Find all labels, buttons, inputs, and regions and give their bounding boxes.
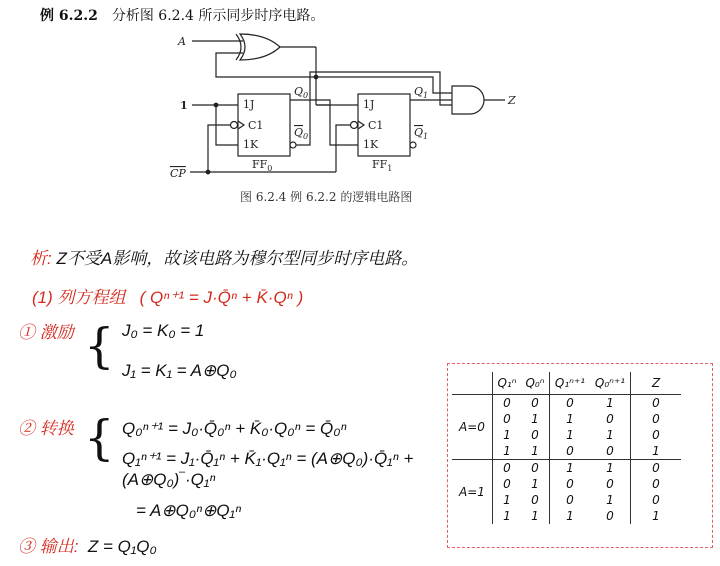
table-cell: 0 — [493, 460, 522, 477]
problem-text: 分析图 6.2.4 所示同步时序电路。 — [111, 8, 325, 24]
transition-eq-3: = A⊕Q₀ⁿ⊕Q₁ⁿ — [136, 501, 242, 520]
table-cell: 1 — [550, 460, 591, 477]
output-z-label: Z — [508, 94, 516, 107]
table-cell: 1 — [550, 411, 591, 427]
table-cell: 1 — [631, 443, 682, 460]
excitation-brace: { — [84, 318, 115, 374]
table-cell: 1 — [590, 460, 631, 477]
table-cell: 1 — [493, 443, 522, 460]
ff1-qbar-label: $Q_1$ — [414, 126, 429, 141]
table-header: Q₀ⁿ — [521, 372, 550, 395]
state-truth-table — [447, 363, 713, 548]
table-cell: 1 — [606, 396, 614, 410]
transition-brace: { — [84, 410, 115, 466]
table-cell: 0 — [493, 395, 522, 412]
logic-circuit-diagram — [0, 0, 720, 200]
table-cell: 1 — [531, 412, 539, 426]
table-cell: 0 — [631, 476, 682, 492]
table-header: Z — [631, 372, 682, 395]
analysis-text: Z不受A影响，故该电路为穆尔型同步时序电路。 — [56, 249, 419, 268]
table-cell: 0 — [631, 411, 682, 427]
input-group-label: A=1 — [452, 460, 493, 525]
table-cell: 1 — [531, 477, 539, 491]
step1-label: (1) 列方程组 — [32, 288, 126, 307]
input-a-label: A — [178, 35, 186, 48]
and-gate — [452, 86, 484, 114]
table-row — [452, 395, 681, 412]
table-header: Q₁ⁿ⁺¹ — [550, 372, 591, 395]
table-header — [452, 372, 493, 395]
ff0-q-label: $Q_0$ — [294, 85, 309, 100]
input-group-label: A=0 — [459, 420, 485, 434]
table-row — [452, 460, 681, 477]
analysis-label: 析: — [30, 249, 52, 268]
output-equation: Z = Q₁Q₀ — [87, 537, 157, 556]
table-cell: 0 — [550, 443, 591, 460]
analysis-line — [30, 248, 418, 269]
table-cell: 0 — [631, 492, 682, 508]
table-cell: 1 — [493, 427, 522, 443]
table-cell: 0 — [493, 476, 522, 492]
figure-caption: 图 6.2.4 例 6.2.2 的逻辑电路图 — [240, 190, 413, 204]
table-cell: 1 — [550, 508, 591, 524]
table-cell: 0 — [531, 493, 539, 507]
excitation-label: ① 激励 — [18, 323, 74, 342]
transition-eq-1: Q₀ⁿ⁺¹ = J₀·Q̄₀ⁿ + K̄₀·Q₀ⁿ = Q̄₀ⁿ — [122, 419, 347, 438]
table-cell: 0 — [521, 460, 550, 477]
excitation-eq-2: J₁ = K₁ = A⊕Q₀ — [122, 361, 237, 380]
table-cell: 0 — [631, 395, 682, 412]
table-cell: 0 — [631, 427, 682, 443]
ff0-k-label: 1K — [243, 138, 259, 151]
table-cell: 0 — [606, 509, 614, 523]
table-cell: 0 — [606, 477, 614, 491]
table-cell: 0 — [550, 476, 591, 492]
ff0-j-label: 1J — [243, 98, 255, 111]
table-header: Q₁ⁿ — [493, 372, 522, 395]
table-cell: 0 — [631, 460, 682, 477]
table-cell: 1 — [606, 428, 614, 442]
ff0-name: $FF_0$ — [252, 158, 273, 173]
example-number: 例 6.2.2 — [40, 8, 98, 24]
xor-gate — [236, 34, 280, 60]
output-label: ③ 输出: — [18, 537, 79, 556]
table-cell: 0 — [531, 396, 539, 410]
ff1-q-label: $Q_1$ — [414, 85, 429, 100]
ff1-j-label: 1J — [363, 98, 375, 111]
excitation-eq-1: J₀ = K₀ = 1 — [122, 321, 205, 340]
table-cell: 1 — [606, 493, 614, 507]
table-cell: 0 — [606, 444, 614, 458]
table-cell: 0 — [606, 412, 614, 426]
table-cell: 0 — [493, 411, 522, 427]
table-cell: 1 — [531, 444, 539, 458]
transition-label: ② 转换 — [18, 419, 74, 438]
table-cell: 1 — [550, 427, 591, 443]
table-cell: 1 — [631, 508, 682, 524]
ff1-name: $FF_1$ — [372, 158, 393, 173]
ff1-k-label: 1K — [363, 138, 379, 151]
ff0-c-label: C1 — [248, 119, 264, 132]
transition-eq-2: Q₁ⁿ⁺¹ = J₁·Q̄₁ⁿ + K̄₁·Q₁ⁿ = (A⊕Q₀)·Q̄₁ⁿ + (A⊕Q₀)‾·Q₁ⁿ — [122, 449, 414, 489]
input-1-label: 1 — [180, 99, 188, 112]
table-header: Q₀ⁿ⁺¹ — [590, 372, 631, 395]
table-cell: 1 — [493, 492, 522, 508]
table-cell: 1 — [493, 508, 522, 524]
jk-characteristic-equation: ( Qⁿ⁺¹ = J·Q̄ⁿ + K̄·Qⁿ ) — [139, 288, 304, 307]
table-cell: 1 — [531, 509, 539, 523]
table-cell: 0 — [531, 428, 539, 442]
table-cell: 0 — [550, 492, 591, 508]
input-cp-label: CP — [170, 167, 186, 180]
table-cell: 0 — [550, 395, 591, 412]
ff0-qbar-label: $Q_0$ — [294, 126, 309, 141]
output-line — [18, 536, 157, 557]
ff1-c-label: C1 — [368, 119, 384, 132]
step1-line — [32, 287, 303, 308]
